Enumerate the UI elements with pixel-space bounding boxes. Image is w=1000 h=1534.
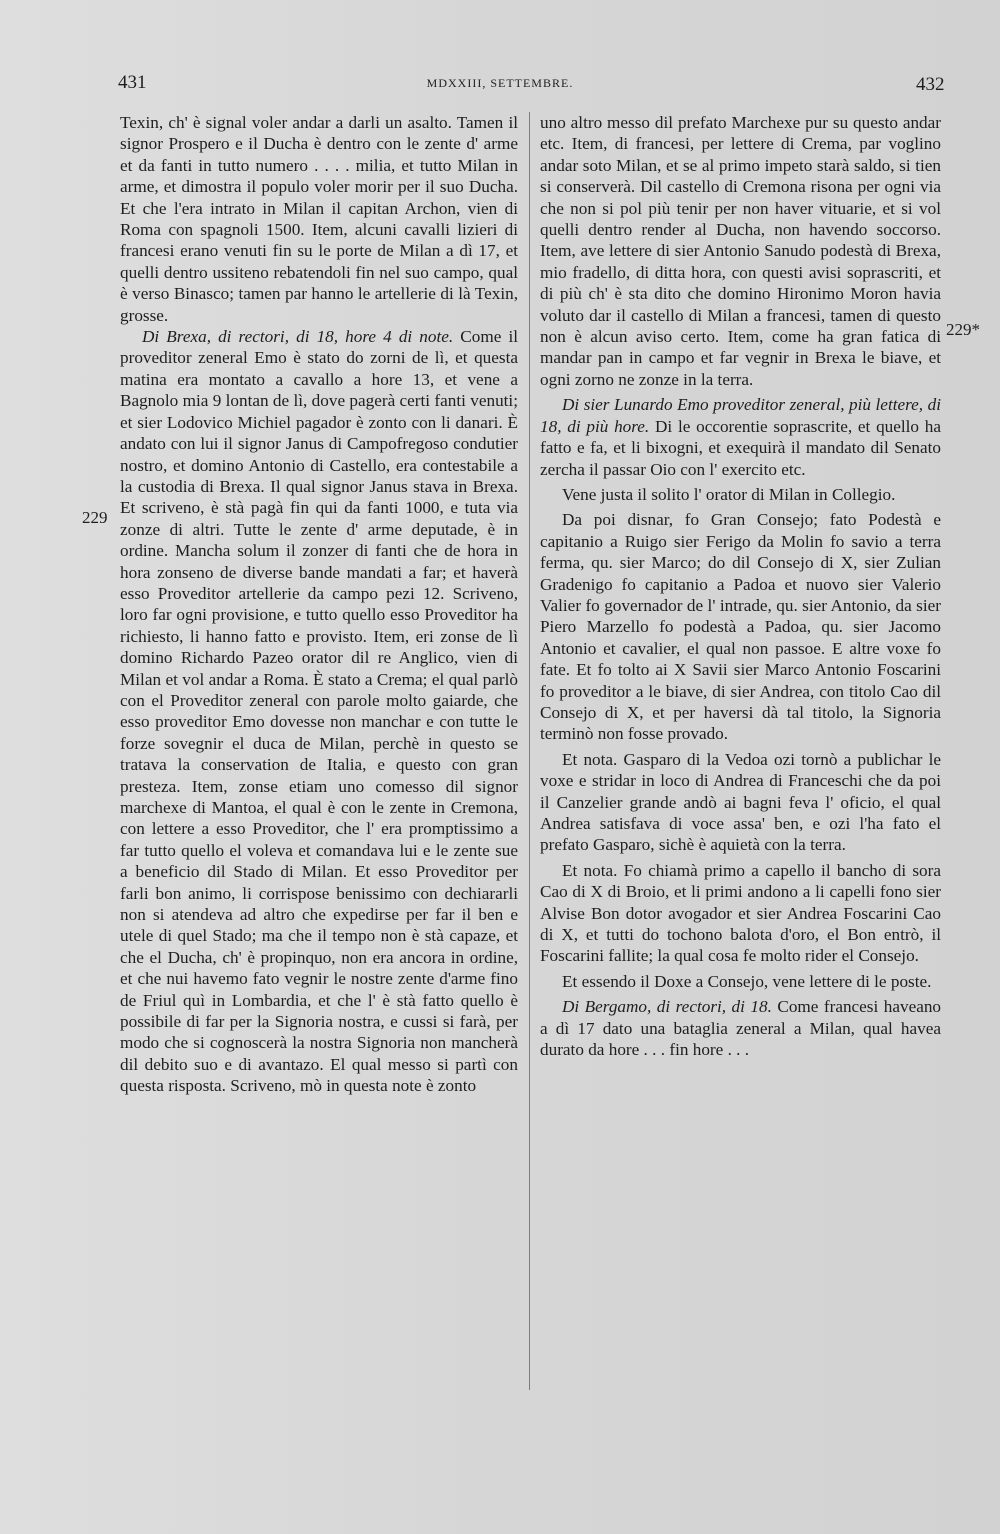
paragraph: Da poi disnar, fo Gran Consejo; fato Podestà e capitanio a Ruigo sier Ferigo da Molin fo savio a terra ferma, qu. sier Marco; do dil Consejo di X, sier Zulian Gradenigo fo capitanio a Padoa et nuovo sier Valerio Valier fo governador de l' intrade, qu. sier Antonio, da sier Piero Marzello fo podestà a Padoa, qu. sier Jacomo Antonio et cavalier, el qual non passoe. E altre voxe fo fate. Et fo tolto ai X Savii sier Marco Antonio Foscarini fo proveditor a le biave, di sier Andrea, con titolo Cao dil Consejo di X, et per haversi dà tal titolo, la Signoria terminò non fosse provado. xyxy=(540,510,941,744)
section-heading: Di sier Lunardo Emo proveditor zeneral, più lettere, di 18, di più hore. xyxy=(540,395,941,436)
paragraph: Vene justa il solito l' orator di Milan in Collegio. xyxy=(562,484,896,504)
left-column xyxy=(120,112,518,1097)
paragraph xyxy=(120,326,518,1097)
paragraph: Et nota. Fo chiamà primo a capello il bancho di sora Cao di X di Broio, et li primi andono a li capelli fono sier Alvise Bon dotor avogador et sier Andrea Foscarini Cao di X, et tutti do tochono balota d'oro, el Bon entrò, il Foscarini fallite; la qual cosa fe molto rider el Consejo. xyxy=(540,860,941,966)
paragraph xyxy=(540,996,941,1060)
paragraph: Et essendo il Doxe a Consejo, vene lettere di le poste. xyxy=(562,971,932,991)
paragraph-body: Come il proveditor zeneral Emo è stato do zorni de lì, et questa matina era montato a cavallo a hore 13, et vene a Bagnolo mia 9 lontan de lì, dove pagerà certi fanti venuti; et sier Lodovico Michiel pagador è zonto con li danari. È andato con lui il signor Janus di Campofregoso condutier nostro, et domino Antonio di Castello, era contestabile a la custodia di Brexa. Il qual signor Janus stava in Brexa. Et scriveno, è stà pagà fin qui da fanti 1000, e tuta via zonze di altri. Tutte le zente d' arme deputade, è in ordine. Mancha solum il zonzer di fanti che de hora in hora zonseno de diverse bande mandati a far; et haverà esso Proveditor artellerie da campo pezi 12. Scriveno, loro far ogni provisione, e tutto quello esso Proveditor ha richiesto, li hanno fatto e provisto. Item, eri zonse de lì domino Richardo Pazeo orator dil re Anglico, vien di Milan et vol andar a Roma. È stato a Crema; el qual parlò con el Proveditor zeneral con parole molto gaiarde, che esso proveditor Emo dovesse non manchar e con tutte le forze sovegnir el duca de Milan, perchè in questo se tratava la conservation de Italia, e questo con gran presteza. Item, zonse etiam uno comesso dil signor marchexe di Mantoa, el qual è con le zente in Cremona, con lettere a esso Proveditor, che l' era promptissimo a far tutto quello el voleva et comandava lui e le zente sue a beneficio dil Stado di Milan. Et esso Proveditor per farli bon animo, li corrispose benissimo con dechiararli non si atendeva ad altro che expedirse per far il ben e utele di quel Stado; ma che il tempo non è stà capaze, et che el Ducha, ch' è propinquo, non era ancora in ordine, et che nui havemo fato vegnir le nostre zente d'arme fino de Friul quì in Lombardia, et che l' è stà fatto quello è possibile di far per la Signoria nostra, e cussi si farà, per modo che si cognoscerà la nostra Signoria non mancherà dil debito suo e di avantazo. El qual messo si partì con questa risposta. Scriveno, mò in questa note è zonto xyxy=(120,327,519,1096)
section-heading: Di Bergamo, di rectori, di 18. xyxy=(562,997,772,1017)
page-number-right: 432 xyxy=(916,74,945,95)
paragraph: Texin, ch' è signal voler andar a darli un asalto. Tamen il signor Prospero e il Ducha è dentro con le zente d' arme et da fanti in tutto numero . . . . milia, et tutto Milan in arme, et dimostra il populo voler morir per il suo Ducha. Et che l'era intrato in Milan il capitan Archon, vien di Roma con spagnoli 1500. Item, alcuni cavalli lizieri di francesi erano venuti fin su le porte de Milan a dì 17, et quelli dentro ussiteno rebatendoli fin nel suo campo, qual è verso Binasco; tamen par hanno le artellerie di là Texin, grosse. xyxy=(120,113,518,325)
paragraph: uno altro messo dil prefato Marchexe pur su questo andar etc. Item, di francesi, per lettere di Crema, par voglino andar soto Milan, et se al primo impeto starà saldo, si tien si conserverà. Dil castello di Cremona risona per ogni via che non si pol più tenir per non haver vituarie, et si vol quelli dentro render al Ducha, non havendo soccorso. Item, ave lettere di sier Antonio Sanudo podestà di Brexa, mio fradello, di ditta hora, con questi avisi soprascriti, et di più ch' è sta dito che domino Hironimo Moron havia voluto dar il castello di Milan a francesi, tamen di questo non è alcun aviso certo. Item, come ha gran fatica di mandar pan in campo et far vegnir in Brexa le biave, et ogni zorno ne zonze in la terra. xyxy=(540,113,941,389)
margin-reference-left: 229 xyxy=(82,508,108,527)
page-header xyxy=(0,72,1000,102)
section-heading: Di Brexa, di rectori, di 18, hore 4 di note. xyxy=(142,327,454,347)
paragraph-body: Di le occorentie soprascrite, et quello ha fatto e fa, et li bixogni, et exequirà il mandato dil Senato zercha il passar Oio con l' exercito etc. xyxy=(540,416,942,479)
right-column xyxy=(540,112,941,1060)
paragraph: Et nota. Gasparo di la Vedoa ozi tornò a publichar le voxe e stridar in loco di Andrea di Franceschi che da poi il Canzelier grande andò ai bagni feva l' oficio, el qual Andrea satisfava di voce assa' ben, e ozi l'ha fato el prefato Gasparo, sichè è aquietà con la terra. xyxy=(540,749,941,855)
paragraph xyxy=(540,394,941,480)
margin-reference-right: 229* xyxy=(946,320,980,339)
running-title: MDXXIII, SETTEMBRE. xyxy=(426,76,574,90)
page-number-left: 431 xyxy=(118,72,147,93)
column-divider xyxy=(529,112,530,1390)
paragraph-body: Come francesi haveano a dì 17 dato una bataglia zeneral a Milan, qual havea durato da hore . . . fin hore . . . xyxy=(540,997,942,1060)
